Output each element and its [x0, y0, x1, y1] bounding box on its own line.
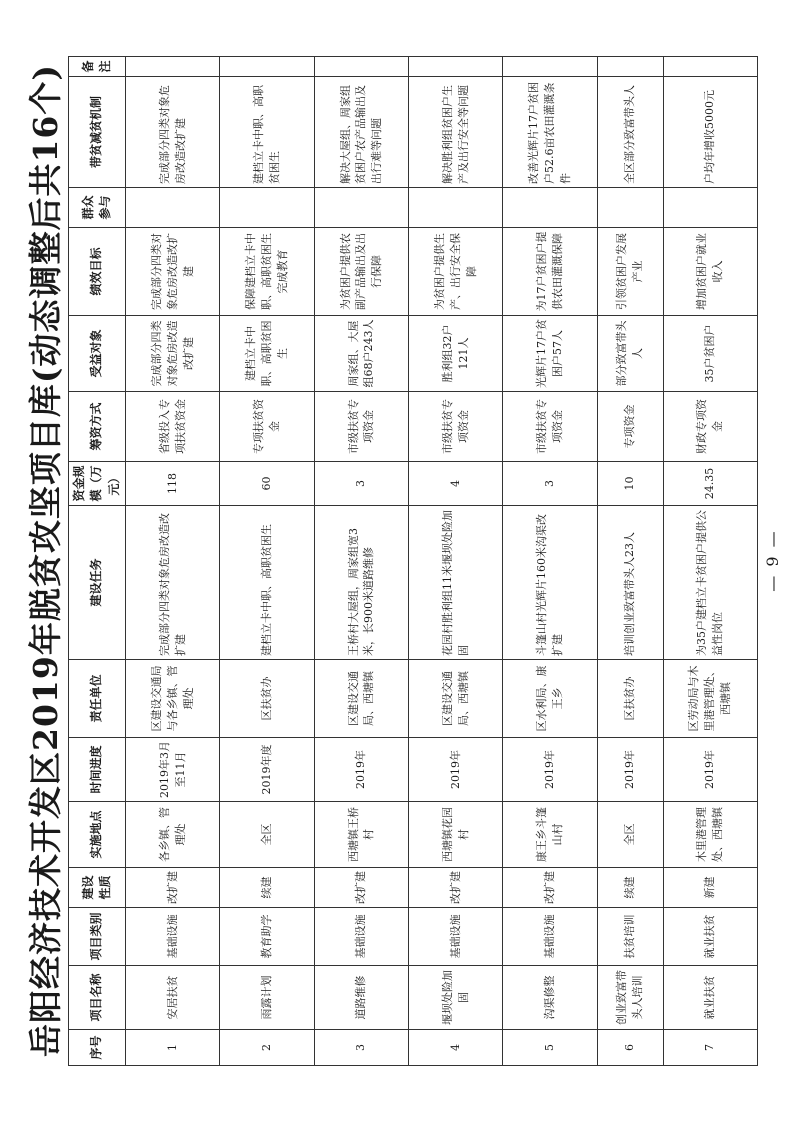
cell-participation — [220, 188, 314, 228]
cell-schedule: 2019年 — [663, 738, 757, 802]
cell-nature: 改扩建 — [409, 868, 503, 908]
cell-category: 扶贫培训 — [597, 908, 663, 966]
cell-schedule: 2019年 — [314, 738, 408, 802]
cell-funds: 24.35 — [663, 462, 757, 506]
cell-mechanism: 全区部分致富带头人 — [597, 77, 663, 188]
cell-funds: 4 — [409, 462, 503, 506]
header-cell: 建设任务 — [69, 506, 126, 660]
cell-project-name: 安居扶贫 — [126, 966, 220, 1030]
cell-location: 全区 — [220, 802, 314, 868]
cell-remark — [409, 57, 503, 77]
cell-mechanism: 解决大屋组、周家组贫困户农产品输出及出行难等问题 — [314, 77, 408, 188]
cell-beneficiary: 胜利组32户121人 — [409, 316, 503, 392]
cell-financing: 市级扶贫专项资金 — [314, 392, 408, 462]
header-cell: 备注 — [69, 57, 126, 77]
cell-nature: 新建 — [663, 868, 757, 908]
header-cell: 资金规模（万元） — [69, 462, 126, 506]
cell-nature: 改扩建 — [314, 868, 408, 908]
cell-category: 基础设施 — [126, 908, 220, 966]
cell-schedule: 2019年 — [409, 738, 503, 802]
cell-remark — [220, 57, 314, 77]
cell-remark — [503, 57, 597, 77]
cell-responsible: 区扶贫办 — [597, 660, 663, 738]
header-row — [69, 57, 126, 1066]
cell-category: 就业扶贫 — [663, 908, 757, 966]
cell-nature: 改扩建 — [126, 868, 220, 908]
cell-financing: 专项扶贫资金 — [220, 392, 314, 462]
header-cell: 序号 — [69, 1030, 126, 1066]
cell-schedule: 2019年 — [597, 738, 663, 802]
table-row — [597, 57, 663, 1066]
cell-participation — [597, 188, 663, 228]
cell-mechanism: 户均年增收5000元 — [663, 77, 757, 188]
cell-project-name: 雨露计划 — [220, 966, 314, 1030]
header-cell: 实施地点 — [69, 802, 126, 868]
cell-schedule: 2019年度 — [220, 738, 314, 802]
cell-location: 西塘镇王桥村 — [314, 802, 408, 868]
header-cell: 项目类别 — [69, 908, 126, 966]
cell-funds: 118 — [126, 462, 220, 506]
cell-responsible: 区劳动局与木里港管理处、西塘镇 — [663, 660, 757, 738]
cell-index: 1 — [126, 1030, 220, 1066]
cell-funds: 3 — [503, 462, 597, 506]
cell-financing: 市级扶贫专项资金 — [409, 392, 503, 462]
table-row — [126, 57, 220, 1066]
table-row — [503, 57, 597, 1066]
cell-task: 斗篷山村光辉片160米沟渠改扩建 — [503, 506, 597, 660]
cell-location: 各乡镇、管理处 — [126, 802, 220, 868]
cell-goal: 引领贫困户发展产业 — [597, 228, 663, 316]
cell-location: 全区 — [597, 802, 663, 868]
cell-goal: 保障建档立卡中职、高职贫困生完成教育 — [220, 228, 314, 316]
header-cell: 受益对象 — [69, 316, 126, 392]
cell-financing: 市级扶贫专项资金 — [503, 392, 597, 462]
cell-remark — [314, 57, 408, 77]
cell-beneficiary: 35户贫困户 — [663, 316, 757, 392]
header-cell: 绩效目标 — [69, 228, 126, 316]
cell-index: 3 — [314, 1030, 408, 1066]
cell-mechanism: 建档立卡中职、高职贫困生 — [220, 77, 314, 188]
cell-task: 培训创业致富带头人23人 — [597, 506, 663, 660]
cell-location: 康王乡斗篷山村 — [503, 802, 597, 868]
cell-index: 7 — [663, 1030, 757, 1066]
page-number: — 9 — — [763, 529, 782, 592]
header-cell: 筹资方式 — [69, 392, 126, 462]
header-cell: 项目名称 — [69, 966, 126, 1030]
cell-project-name: 沟渠修整 — [503, 966, 597, 1030]
cell-category: 基础设施 — [503, 908, 597, 966]
cell-financing: 专项资金 — [597, 392, 663, 462]
cell-nature: 改扩建 — [503, 868, 597, 908]
header-cell: 时间进度 — [69, 738, 126, 802]
cell-schedule: 2019年 — [503, 738, 597, 802]
cell-funds: 60 — [220, 462, 314, 506]
cell-funds: 10 — [597, 462, 663, 506]
header-cell: 群众参与 — [69, 188, 126, 228]
cell-index: 2 — [220, 1030, 314, 1066]
cell-participation — [409, 188, 503, 228]
cell-beneficiary: 光辉片17户贫困户57人 — [503, 316, 597, 392]
cell-remark — [663, 57, 757, 77]
cell-goal: 为贫困户提供农副产品输出及出行保障 — [314, 228, 408, 316]
cell-responsible: 区水利局、康王乡 — [503, 660, 597, 738]
cell-responsible: 区建设交通局、西塘镇 — [314, 660, 408, 738]
cell-task: 为35户建档立卡贫困户提供公益性岗位 — [663, 506, 757, 660]
cell-category: 基础设施 — [409, 908, 503, 966]
header-cell: 带贫减贫机制 — [69, 77, 126, 188]
cell-participation — [503, 188, 597, 228]
cell-remark — [126, 57, 220, 77]
cell-category: 基础设施 — [314, 908, 408, 966]
cell-project-name: 堰坝处险加固 — [409, 966, 503, 1030]
cell-project-name: 创业致富带头人培训 — [597, 966, 663, 1030]
cell-goal: 增加贫困户就业收入 — [663, 228, 757, 316]
header-cell: 建设性质 — [69, 868, 126, 908]
cell-participation — [126, 188, 220, 228]
cell-location: 西塘镇花园村 — [409, 802, 503, 868]
cell-participation — [663, 188, 757, 228]
cell-nature: 续建 — [220, 868, 314, 908]
cell-mechanism: 解决胜利组贫困户生产及出行安全等问题 — [409, 77, 503, 188]
cell-beneficiary: 建档立卡中职、高职贫困生 — [220, 316, 314, 392]
cell-project-name: 就业扶贫 — [663, 966, 757, 1030]
cell-beneficiary: 部分致富带头人 — [597, 316, 663, 392]
header-cell: 责任单位 — [69, 660, 126, 738]
cell-mechanism: 完成部分四类对象危房改造改扩建 — [126, 77, 220, 188]
table-row — [220, 57, 314, 1066]
cell-goal: 为贫困户提供生产、出行安全保障 — [409, 228, 503, 316]
cell-task: 花园村胜利组11米堰坝处险加固 — [409, 506, 503, 660]
cell-schedule: 2019年3月至11月 — [126, 738, 220, 802]
cell-category: 教育助学 — [220, 908, 314, 966]
cell-task: 完成部分四类对象危房改造改扩建 — [126, 506, 220, 660]
cell-responsible: 区建设交通局与各乡镇、管理处 — [126, 660, 220, 738]
cell-responsible: 区扶贫办 — [220, 660, 314, 738]
cell-responsible: 区建设交通局、西塘镇 — [409, 660, 503, 738]
cell-beneficiary: 周家组、大屋组68户243人 — [314, 316, 408, 392]
cell-remark — [597, 57, 663, 77]
cell-nature: 续建 — [597, 868, 663, 908]
cell-goal: 完成部分四类对象危房改造改扩建 — [126, 228, 220, 316]
cell-project-name: 道路维修 — [314, 966, 408, 1030]
cell-task: 建档立卡中职、高职贫困生 — [220, 506, 314, 660]
table-row — [663, 57, 757, 1066]
cell-index: 4 — [409, 1030, 503, 1066]
cell-goal: 为17户贫困户提供农田灌溉保障 — [503, 228, 597, 316]
table-row — [314, 57, 408, 1066]
table-row — [409, 57, 503, 1066]
cell-mechanism: 改善光辉片17户贫困户52.6亩农田灌溉条件 — [503, 77, 597, 188]
cell-task: 王桥村大屋组，周家组宽3米，长900米道路维修 — [314, 506, 408, 660]
cell-financing: 财政专项资金 — [663, 392, 757, 462]
cell-index: 6 — [597, 1030, 663, 1066]
cell-participation — [314, 188, 408, 228]
document-title: 岳阳经济技术开发区2019年脱贫攻坚项目库(动态调整后共16个) — [26, 64, 65, 1057]
cell-beneficiary: 完成部分四类对象危房改造改扩建 — [126, 316, 220, 392]
cell-funds: 3 — [314, 462, 408, 506]
cell-financing: 省级投入专项扶贫资金 — [126, 392, 220, 462]
cell-location: 木里港管理处、西塘镇 — [663, 802, 757, 868]
cell-index: 5 — [503, 1030, 597, 1066]
project-table — [68, 56, 758, 1066]
